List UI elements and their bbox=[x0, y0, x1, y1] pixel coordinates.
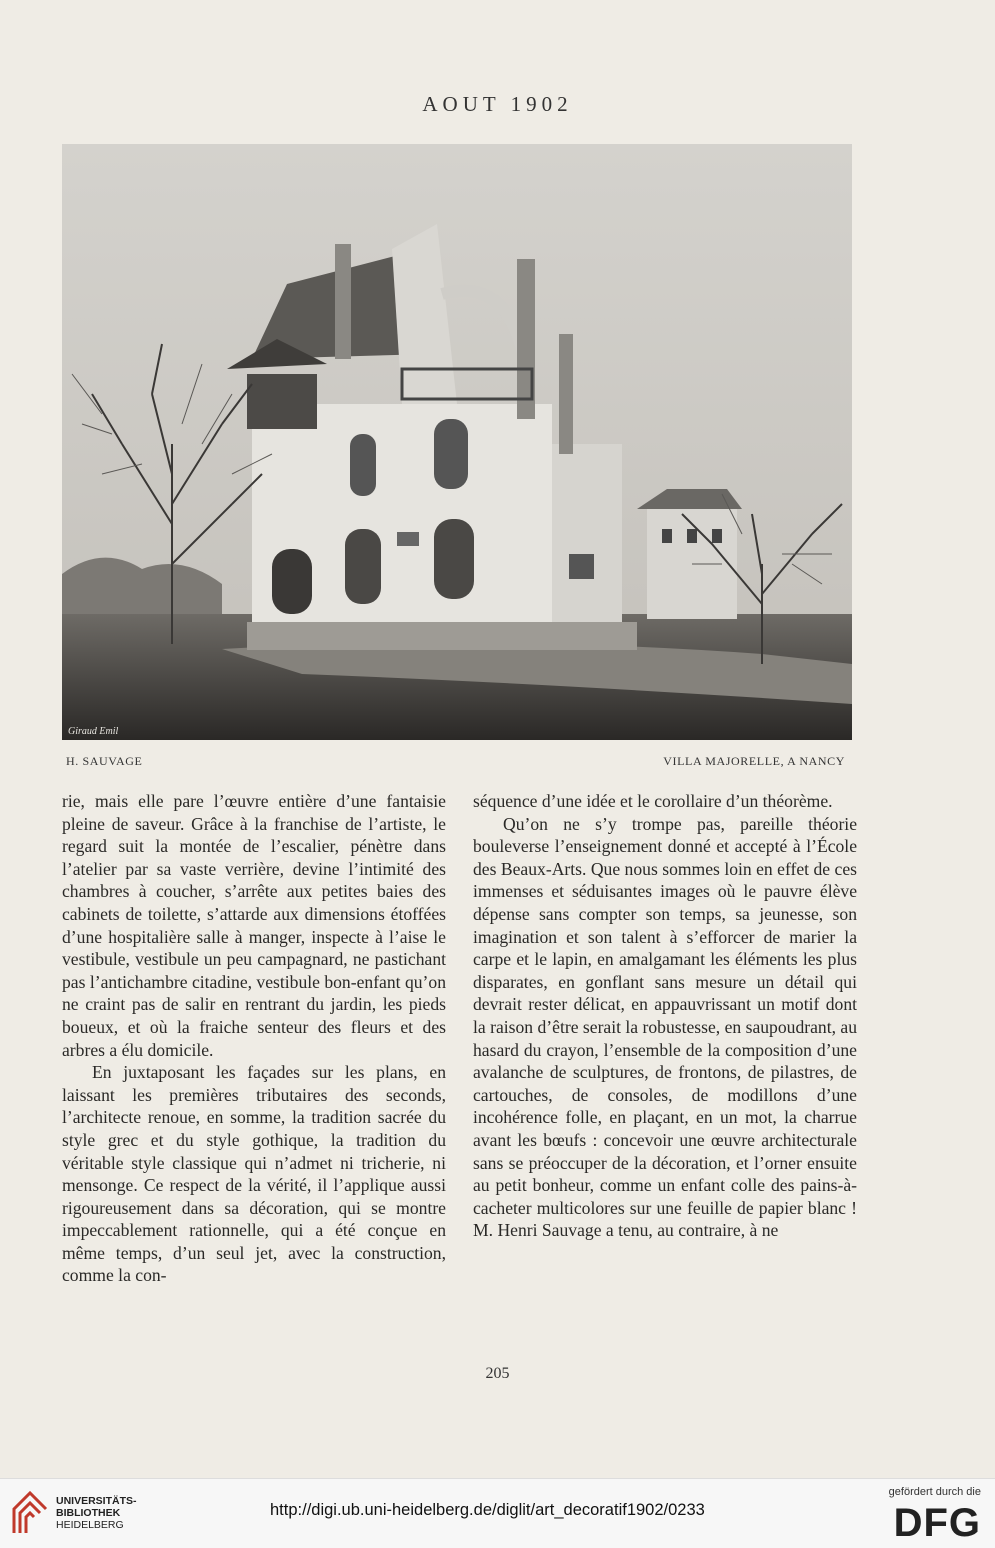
villa-photograph bbox=[62, 144, 852, 740]
library-line-1: UNIVERSITÄTS- bbox=[56, 1495, 137, 1507]
caption-title: VILLA MAJORELLE, A NANCY bbox=[663, 754, 845, 768]
caption-architect: H. SAUVAGE bbox=[66, 754, 143, 768]
viewer-footer bbox=[0, 1478, 995, 1548]
sponsor-note: gefördert durch die bbox=[888, 1486, 981, 1498]
university-library-logo-icon[interactable] bbox=[10, 1489, 50, 1537]
left-column bbox=[62, 790, 446, 1287]
running-head: AOUT 1902 bbox=[422, 92, 573, 116]
page-number: 205 bbox=[485, 1365, 510, 1382]
permalink-url[interactable]: http://digi.ub.uni-heidelberg.de/diglit/art_decoratif1902/0233 bbox=[270, 1501, 705, 1519]
right-column bbox=[473, 790, 857, 1242]
right-paragraph-2: Qu’on ne s’y trompe pas, pareille théorie bouleverse l’enseignement donné et accepté à l’École des Beaux-Arts. Que nous sommes loin en effet de ces immenses et séduisantes images où le pauvre élève dépense sans compter son temps, sa jeunesse, son imagination et son talent à s’efforcer de marier la carpe et le lapin, en amalgamant les éléments les plus disparates, en gonflant sans mesure un détail qui devrait rester délicat, en appauvrissant un motif dont la raison d’être serait la robustesse, en saupoudrant, au hasard du crayon, l’ensemble de la composition d’une avalanche de sculptures, de frontons, de pilastres, de cartouches, de consoles, de modillons d’une incohérence folle, en plaçant, en un mot, la charrue avant les bœufs : concevoir une œuvre architecturale sans se préoccuper de la décoration, et l’orner ensuite au petit bonheur, comme un enfant colle des pains-à-cacheter multicolores sur une feuille de papier blanc ! M. Henri Sauvage a tenu, au contraire, à ne bbox=[473, 813, 857, 1241]
left-paragraph-1: rie, mais elle pare l’œuvre entière d’une fantaisie pleine de saveur. Grâce à la franchise de l’artiste, le regard suit la montée de l’escalier, pénètre dans l’atelier par sa vaste verrière, devine l’intimité des chambres à coucher, s’arrête aux petites baies des cabinets de toilette, s’attarde aux dimensions étoffées d’une hospitalière salle à manger, inspecte à l’aise le vestibule, vestibule un peu campagnard, ne pastichant pas l’antichambre citadine, vestibule bon-enfant qu’on ne craint pas de salir en rentrant du jardin, les pieds boueux, et où la fraiche senteur des fleurs et des arbres a élu domicile. bbox=[62, 791, 446, 1060]
photo-villa-icon bbox=[62, 144, 852, 740]
dfg-logo-icon[interactable]: DFG bbox=[893, 1501, 981, 1545]
right-paragraph-1: séquence d’une idée et le corollaire d’un théorème. bbox=[473, 791, 833, 811]
engraver-signature: Giraud Emil bbox=[68, 726, 119, 737]
library-name[interactable] bbox=[56, 1495, 137, 1531]
left-paragraph-2: En juxtaposant les façades sur les plans, en laissant les premières tributaires des seconds, l’architecte renoue, en somme, la tradition sacrée du style grec et du style gothique, la tradition du véritable style classique qui n’admet ni tricherie, ni mensonge. Ce respect de la vérité, il l’applique aussi rigoureusement dans sa décoration, qui se montre impeccablement rationnelle, qui a été conçue en même temps, d’un seul jet, avec la construction, comme la con- bbox=[62, 1062, 446, 1286]
library-line-2: BIBLIOTHEK bbox=[56, 1507, 121, 1519]
library-line-3: HEIDELBERG bbox=[56, 1519, 124, 1531]
